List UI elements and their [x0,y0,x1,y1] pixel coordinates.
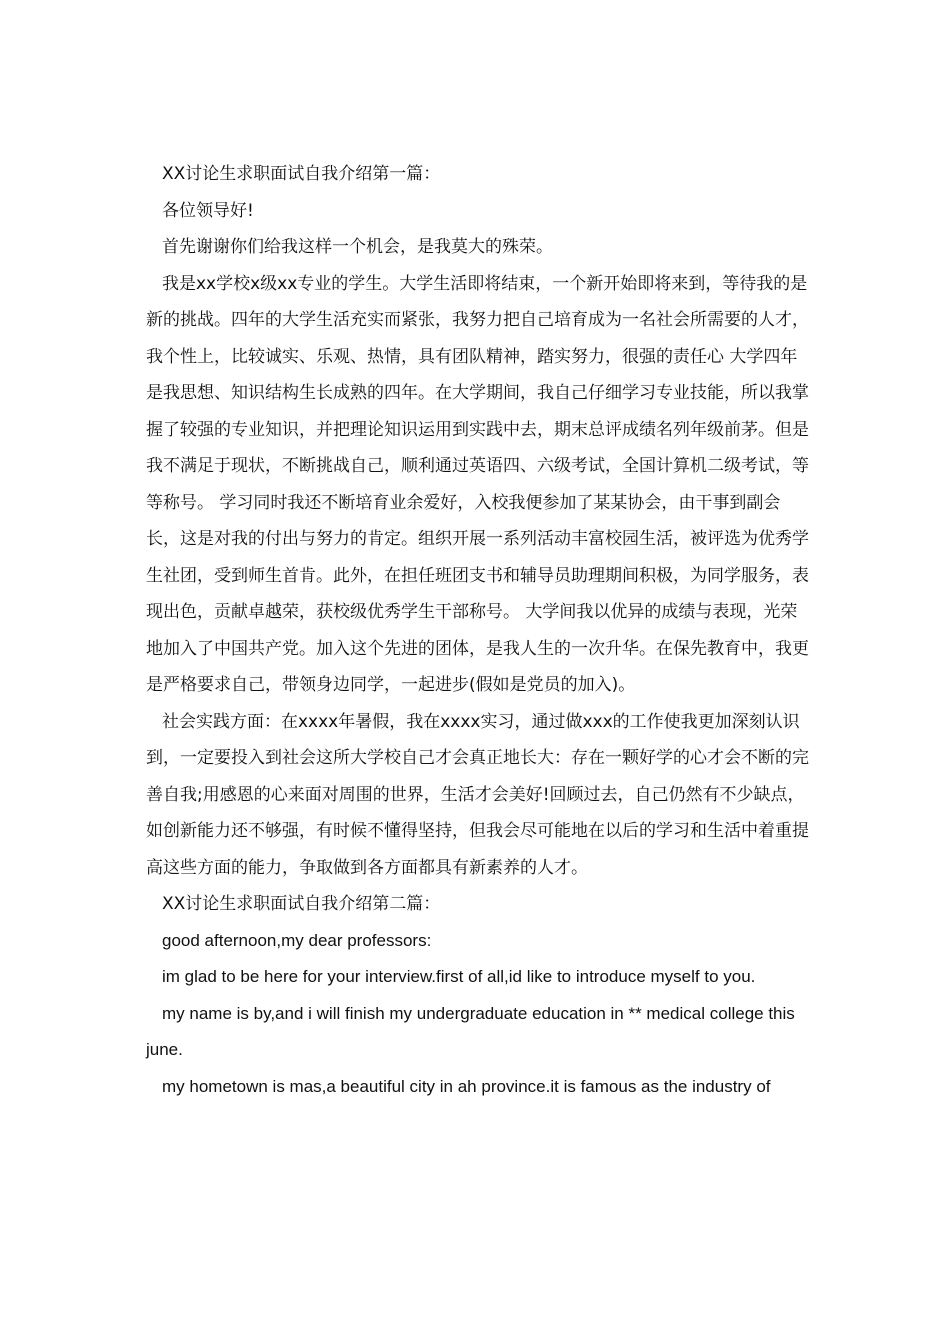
section-heading-2: XX讨论生求职面试自我介绍第二篇： [162,894,441,914]
greeting: 各位领导好! [162,200,254,221]
paragraph-introduction: 我是xx学校x级xx专业的学生。大学生活即将结束，一个新开始即将来到，等待我的是新的挑战。四年的大学生活充实而紧张，我努力把自己培育成为一名社会所需要的人才，我个性上，比较诚实、乐观、热情，具有团队精神，踏实努力，很强的责任心 大学四年是我思想、知识结构生长成熟的四年。在大学期间，我自己仔细学习专业技能，所以我掌握了较强的专业知识，并把理论知识运用到实践中去，期末总评成绩名列年级前茅。但是我不满足于现状，不断挑战自己，顺利通过英语四、六级考试，全国计算机二级考试，等等称号。 学习同时我还不断培育业余爱好，入校我便参加了某某协会，由干事到副会长，这是对我的付出与努力的肯定。组织开展一系列活动丰富校园生活，被评选为优秀学生社团，受到师生首肯。此外，在担任班团支书和辅导员助理期间积极，为同学服务，表现出色，贡献卓越荣，获校级优秀学生干部称号。 大学间我以优异的成绩与表现，光荣地加入了中国共产党。加入这个先进的团体，是我人生的一次升华。在保先教育中，我更是严格要求自己，带领身边同学，一起进步(假如是党员的加入)。 [146,273,809,695]
english-paragraph-2: my name is by,and i will finish my undergraduate education in ** medical college this june. [146,1003,795,1059]
english-greeting: good afternoon,my dear professors: [162,930,432,950]
document-body [146,156,810,1105]
english-paragraph-1: im glad to be here for your interview.first of all,id like to introduce myself to you. [162,967,756,986]
section-heading-1: XX讨论生求职面试自我介绍第一篇： [162,164,441,184]
english-paragraph-3: my hometown is mas,a beautiful city in ah province.it is famous as the industry of [162,1076,771,1096]
paragraph-thanks: 首先谢谢你们给我这样一个机会，是我莫大的殊荣。 [162,237,553,257]
paragraph-social-practice: 社会实践方面：在xxxx年暑假，我在xxxx实习，通过做xxx的工作使我更加深刻认识到，一定要投入到社会这所大学校自己才会真正地长大：存在一颗好学的心才会不断的完善自我;用感恩的心来面对周围的世界，生活才会美好!回顾过去，自己仍然有不少缺点，如创新能力还不够强，有时候不懂得坚持，但我会尽可能地在以后的学习和生活中着重提高这些方面的能力，争取做到各方面都具有新素养的人才。 [146,711,809,878]
